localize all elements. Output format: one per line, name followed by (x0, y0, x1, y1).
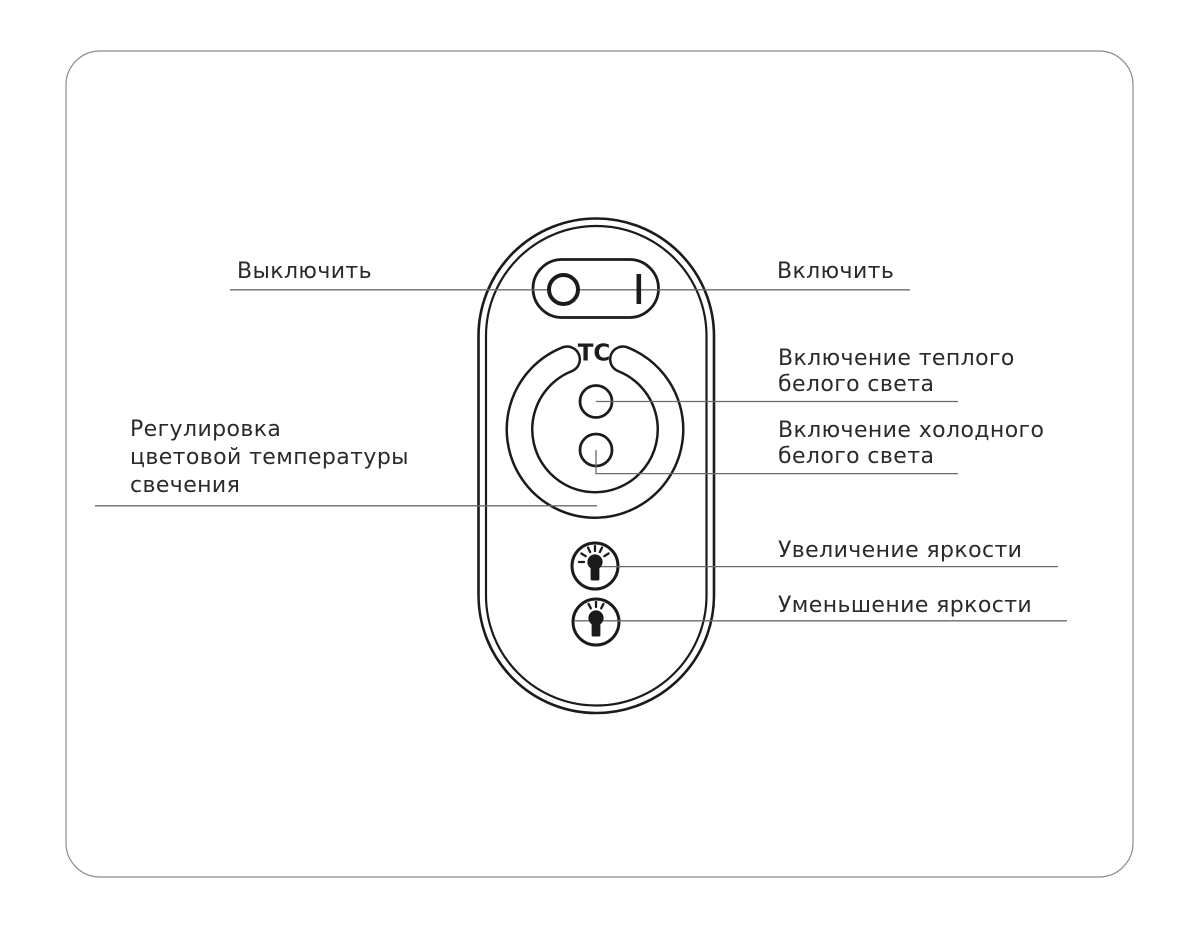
label-power-off: Выключить (237, 259, 373, 284)
power-on-symbol-icon (637, 274, 642, 304)
label-power-on: Включить (777, 259, 895, 284)
label-color-temperature (130, 416, 409, 500)
label-cold-white-line2: белого света (778, 444, 935, 469)
label-cold-white (778, 418, 1044, 470)
label-brightness-down: Уменьшение яркости (778, 593, 1033, 618)
label-brightness-up: Увеличение яркости (778, 538, 1023, 563)
label-color-temperature-line3: свечения (130, 473, 241, 498)
label-cold-white-line1: Включение холодного (778, 418, 1045, 443)
label-color-temperature-line1: Регулировка (130, 417, 282, 442)
power-off-symbol-icon (549, 275, 578, 304)
label-warm-white (778, 346, 1015, 398)
touch-ring-label: TC (577, 340, 611, 367)
label-warm-white-line2: белого света (778, 372, 935, 397)
label-warm-white-line1: Включение теплого (778, 346, 1015, 371)
label-color-temperature-line2: цветовой температуры (130, 445, 409, 470)
